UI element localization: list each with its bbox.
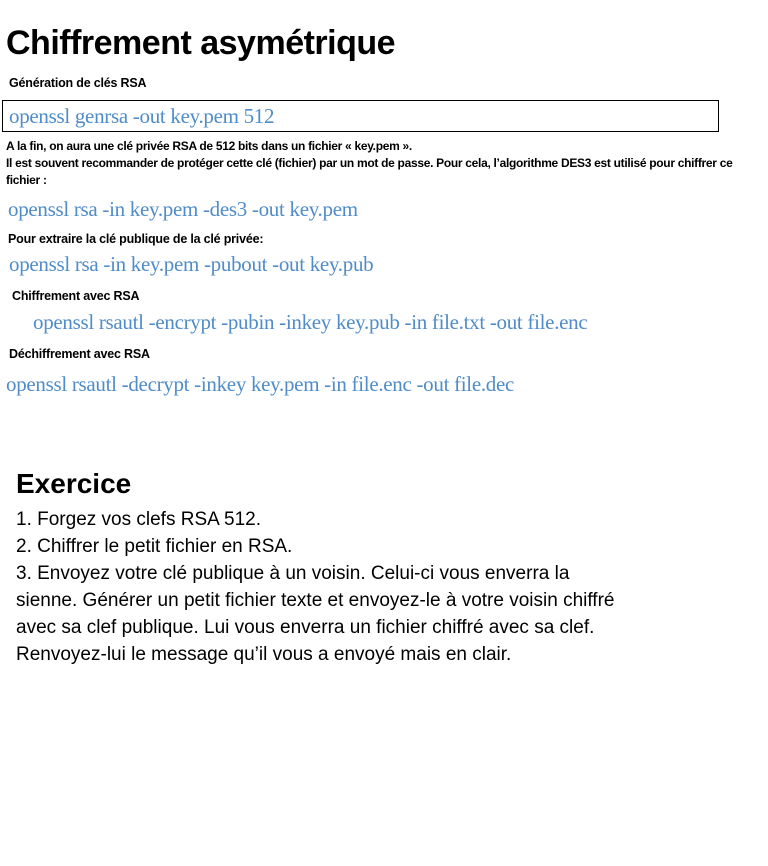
decrypt-heading: Déchiffrement avec RSA (9, 347, 150, 361)
decrypt-command: openssl rsautl -decrypt -inkey key.pem -in file.enc -out file.dec (6, 372, 515, 396)
protect-command: openssl rsa -in key.pem -des3 -out key.pem (8, 197, 358, 221)
keygen-note-line1: A la fin, on aura une clé privée RSA de 512 bits dans un fichier « key.pem ». (6, 139, 412, 153)
keygen-note (6, 138, 736, 189)
exercise-item: 2. Chiffrer le petit fichier en RSA. (16, 536, 293, 557)
encrypt-command: openssl rsautl -encrypt -pubin -inkey key.pub -in file.txt -out file.enc (33, 310, 588, 334)
keygen-command-box (2, 100, 719, 132)
exercise-item: 3. Envoyez votre clé publique à un voisin. Celui-ci vous enverra la sienne. Générer un petit fichier texte et envoyez-le à votre voisin chiffré avec sa clef publique. Lui vous enverra un fichier chiffré avec sa clef. Renvoyez-lui le message qu’il vous a envoyé mais en clair. (16, 563, 615, 665)
exercise-title: Exercice (16, 468, 132, 499)
keygen-command: openssl genrsa -out key.pem 512 (9, 104, 275, 128)
keygen-heading: Génération de clés RSA (9, 76, 147, 90)
pubkey-heading: Pour extraire la clé publique de la clé privée: (8, 232, 264, 246)
exercise-item: 1. Forgez vos clefs RSA 512. (16, 509, 262, 530)
keygen-note-line2: Il est souvent recommander de protéger cette clé (fichier) par un mot de passe. Pour cela, l’algorithme DES3 est utilisé pour chiffrer ce fichier : (6, 156, 733, 187)
exercise-list (16, 506, 616, 668)
encrypt-heading: Chiffrement avec RSA (12, 289, 140, 303)
page-title: Chiffrement asymétrique (6, 24, 396, 62)
pubkey-command: openssl rsa -in key.pem -pubout -out key.pub (9, 252, 374, 276)
